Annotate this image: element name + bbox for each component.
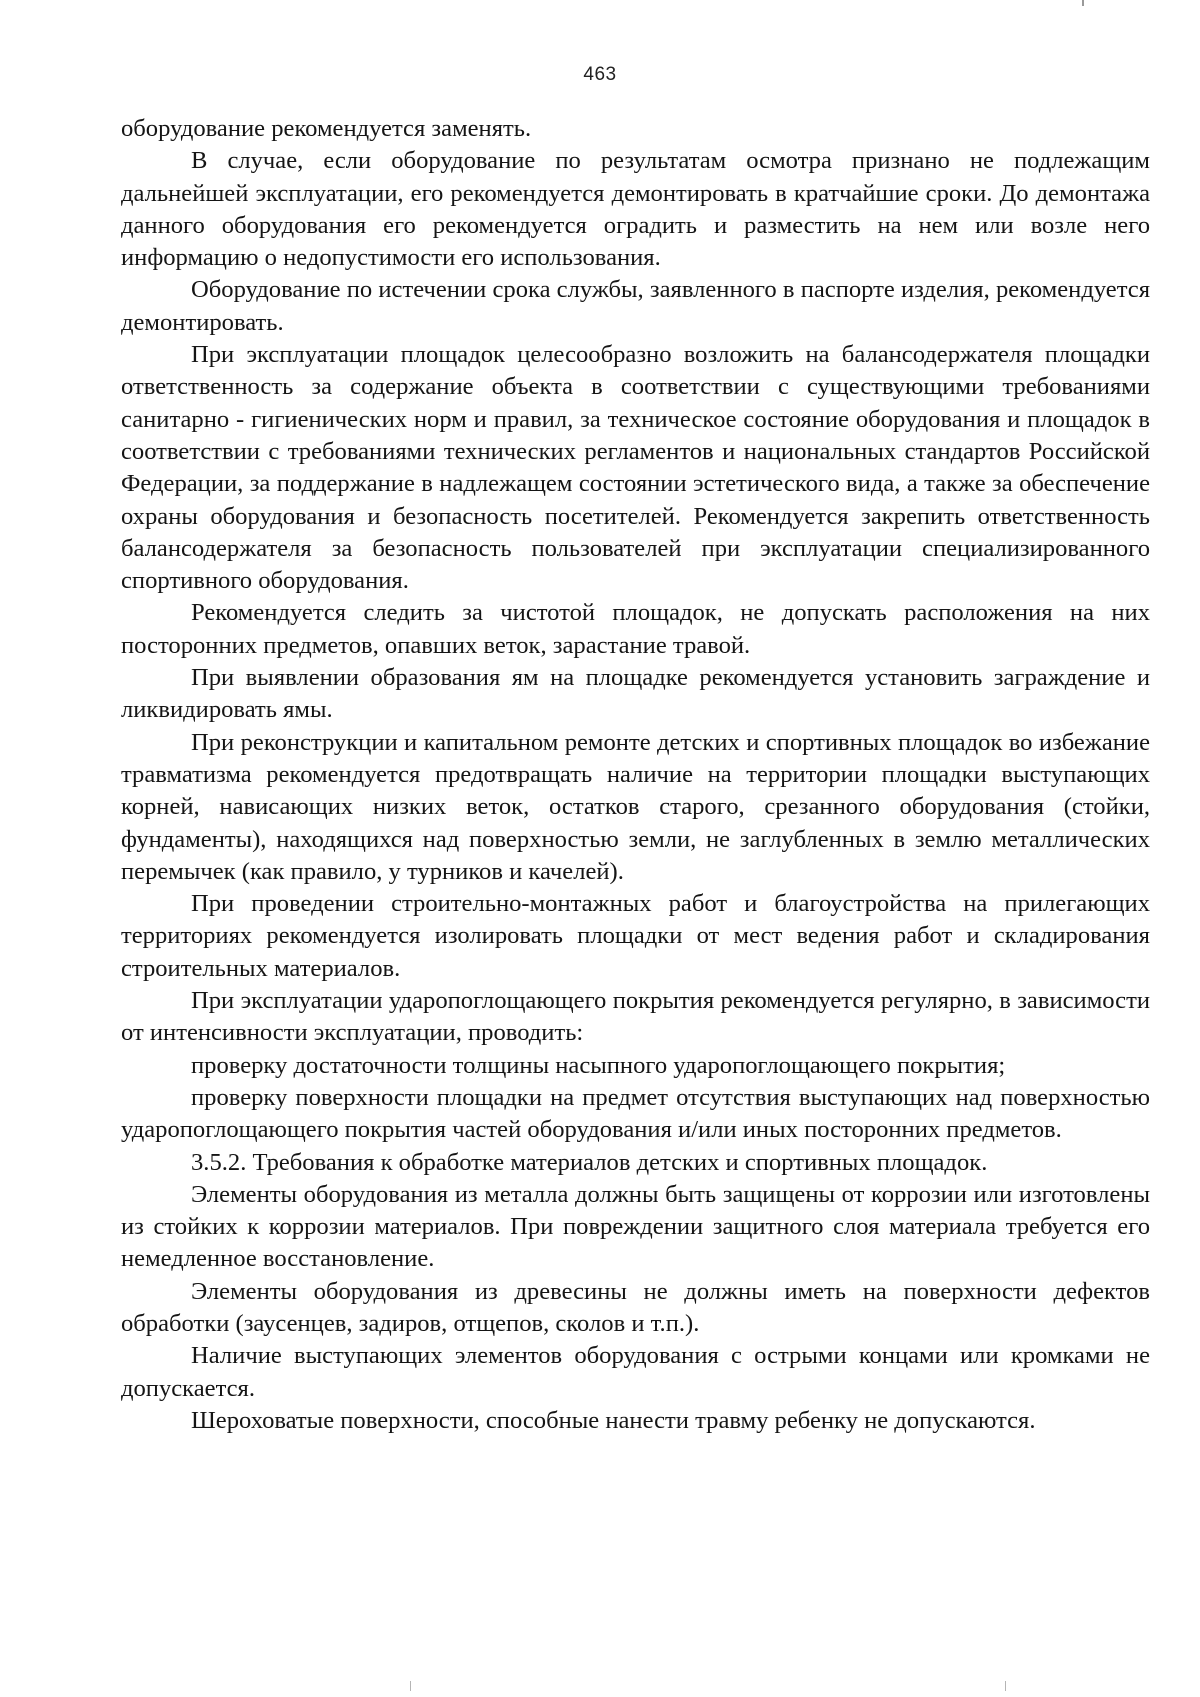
paragraph-rough-surfaces: Шероховатые поверхности, способные нанести травму ребенку не допускаются. [191, 1406, 1036, 1434]
paragraph-construction-works: При проведении строительно-монтажных работ и благоустройства на прилегающих территориях рекомендуется изолировать площадки от мест ведения работ и складирования строительных материалов. [121, 890, 1150, 982]
list-item-thickness-check: проверку достаточности толщины насыпного ударопоглощающего покрытия; [191, 1051, 1006, 1079]
scan-artifact-mark [1005, 1681, 1006, 1691]
paragraph-continuation: оборудование рекомендуется заменять. [121, 115, 532, 142]
paragraph-wood-elements: Элементы оборудования из древесины не должны иметь на поверхности дефектов обработки (заусенцев, задиров, отщепов, сколов и т.п.). [121, 1277, 1150, 1337]
paragraph-pits: При выявлении образования ям на площадке рекомендуется установить заграждение и ликвидировать ямы. [121, 664, 1150, 724]
page-number: 463 [583, 64, 617, 85]
paragraph-reconstruction: При реконструкции и капитальном ремонте детских и спортивных площадок во избежание травматизма рекомендуется предотвращать наличие на территории площадки выступающих корней, нависающих низких веток, остатков старого, срезанного оборудования (стойки, фундаменты), находящихся над поверхностью земли, не заглубленных в землю металлических перемычек (как правило, у турников и качелей). [121, 728, 1150, 885]
paragraph-metal-elements: Элементы оборудования из металла должны быть защищены от коррозии или изготовлены из стойких к коррозии материалов. При повреждении защитного слоя материала требуется его немедленное восстановление. [121, 1180, 1150, 1273]
section-heading-3-5-2: 3.5.2. Требования к обработке материалов детских и спортивных площадок. [191, 1148, 988, 1176]
paragraph-sharp-elements: Наличие выступающих элементов оборудования с острыми концами или кромками не допускается. [121, 1342, 1150, 1402]
scan-artifact-mark [410, 1681, 411, 1691]
paragraph-cleanliness: Рекомендуется следить за чистотой площадок, не допускать расположения на них посторонних предметов, опавших веток, зарастание травой. [121, 599, 1150, 659]
paragraph-surface-maintenance: При эксплуатации ударопоглощающего покрытия рекомендуется регулярно, в зависимости от интенсивности эксплуатации, проводить: [121, 987, 1150, 1047]
paragraph-dismantle-unfit: В случае, если оборудование по результатам осмотра признано не подлежащим дальнейшей эксплуатации, его рекомендуется демонтировать в кратчайшие сроки. До демонтажа данного оборудования его рекомендуется оградить и разместить на нем или возле него информацию о недопустимости его использования. [121, 147, 1150, 272]
paragraph-service-life: Оборудование по истечении срока службы, заявленного в паспорте изделия, рекомендуется демонтировать. [121, 276, 1150, 336]
scan-artifact-mark [1082, 0, 1084, 6]
paragraph-responsibility: При эксплуатации площадок целесообразно возложить на балансодержателя площадки ответственность за содержание объекта в соответствии с существующими требованиями санитарно - гигиенических норм и правил, за техническое состояние оборудования и площадок в соответствии с требованиями технических регламентов и национальных стандартов Российской Федерации, за поддержание в надлежащем состоянии эстетического вида, а также за обеспечение охраны оборудования и безопасность посетителей. Рекомендуется закрепить ответственность балансодержателя за безопасность пользователей при эксплуатации специализированного спортивного оборудования. [121, 341, 1150, 595]
body-text [121, 113, 1150, 1437]
list-item-surface-check: проверку поверхности площадки на предмет отсутствия выступающих над поверхностью ударопоглощающего покрытия частей оборудования и/или иных посторонних предметов. [121, 1083, 1150, 1144]
